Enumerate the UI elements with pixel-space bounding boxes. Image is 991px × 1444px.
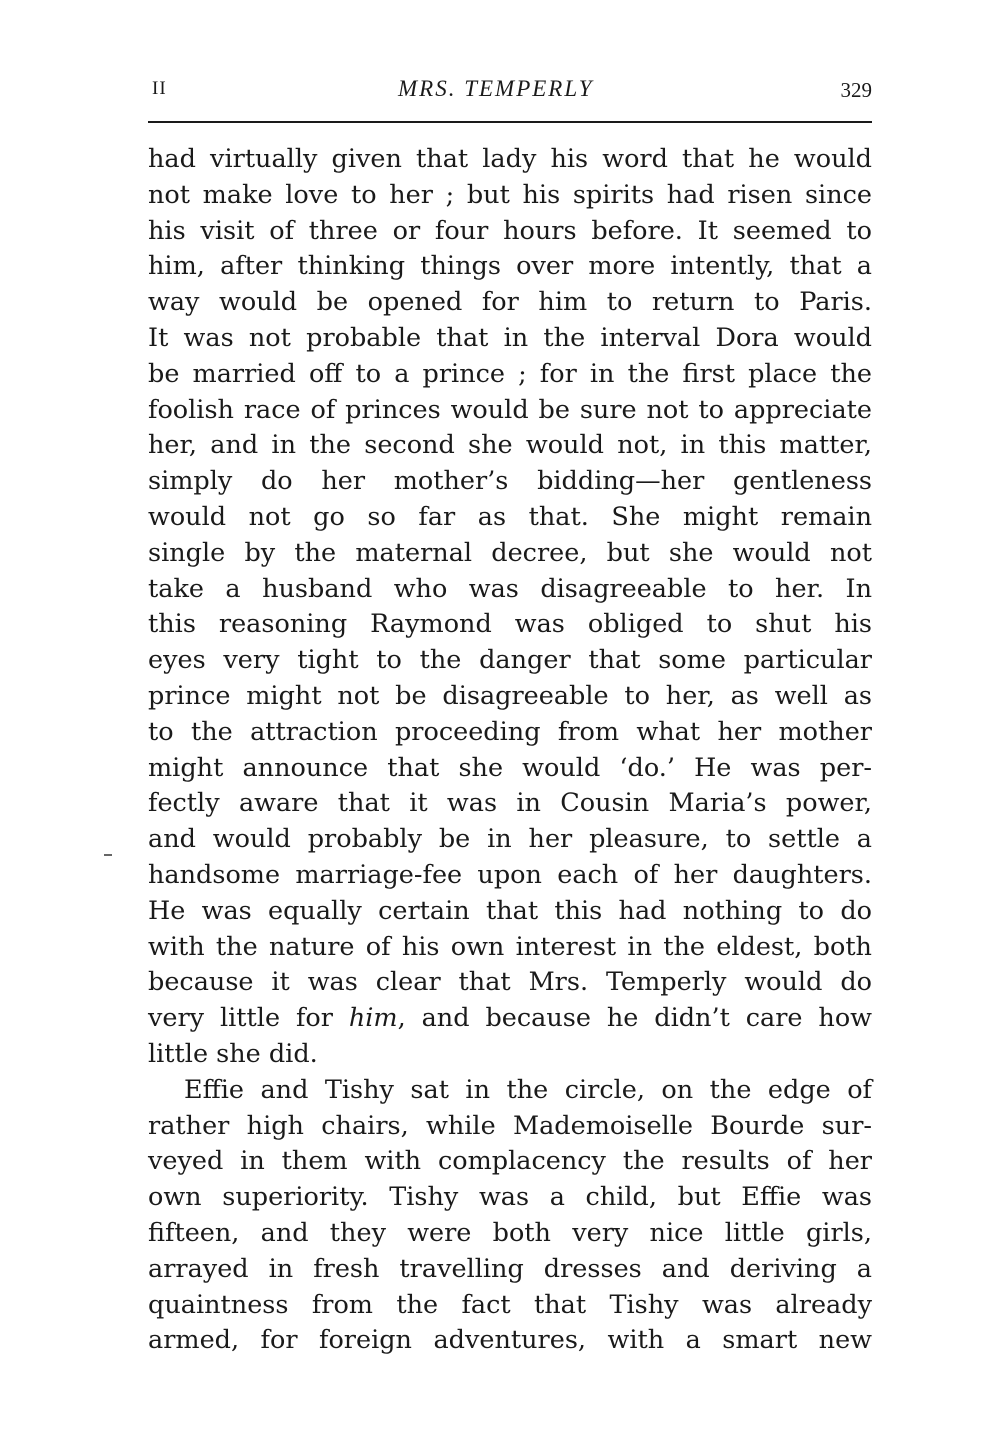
margin-mark [104,854,112,856]
text-line-with-italic [148,1001,872,1037]
running-head [148,76,872,110]
line-segment: very little for [148,1003,349,1034]
body-text [148,142,872,1359]
text-line: rather high chairs, while Mademoiselle Bourde sur- [148,1110,872,1141]
line-segment: , and because he didn’t care how [397,1003,872,1034]
text-line: way would be opened for him to return to Paris. [148,287,872,318]
chapter-number: II [152,78,167,99]
text-line: eyes very tight to the danger that some particular [148,645,872,676]
text-line: quaintness from the fact that Tishy was already [148,1289,872,1320]
text-line: single by the maternal decree, but she would not [148,537,872,568]
text-line: her, and in the second she would not, in this matter, [148,430,872,461]
text-line: to the attraction proceeding from what her mother [148,716,872,747]
running-title: MRS. TEMPERLY [398,76,594,101]
text-line: fectly aware that it was in Cousin Maria’s power, [148,788,872,819]
text-line: simply do her mother’s bidding—her gentleness [148,466,872,497]
text-line: be married off to a prince ; for in the first place the [148,358,872,389]
text-line: arrayed in fresh travelling dresses and deriving a [148,1253,872,1284]
text-line: not make love to her ; but his spirits had risen since [148,179,872,210]
text-line: this reasoning Raymond was obliged to shut his [148,609,872,640]
text-line: It was not probable that in the interval Dora would [148,322,872,353]
text-line: veyed in them with complacency the results of her [148,1146,872,1177]
text-line: prince might not be disagreeable to her, as well as [148,680,872,711]
text-line: had virtually given that lady his word that he would [148,144,872,174]
paragraph-last-line: little she did. [148,1038,318,1069]
text-line: would not go so far as that. She might remain [148,501,872,532]
text-line: fifteen, and they were both very nice little girls, [148,1217,872,1248]
paragraph-1 [148,142,872,1073]
page-number: 329 [840,78,872,102]
text-line: He was equally certain that this had nothing to do [148,895,872,926]
paragraph-2 [148,1073,872,1359]
text-line: and would probably be in her pleasure, to settle a [148,824,872,855]
paragraph-first-line: Effie and Tishy sat in the circle, on the edge of [184,1074,872,1105]
header-rule [148,121,872,123]
text-line: take a husband who was disagreeable to her. In [148,573,872,604]
text-line: handsome marriage-fee upon each of her daughters. [148,859,872,890]
text-line: his visit of three or four hours before. It seemed to [148,215,872,246]
text-line: might announce that she would ‘do.’ He was per- [148,752,872,783]
text-line: foolish race of princes would be sure not to appreciate [148,394,872,425]
text-line: with the nature of his own interest in the eldest, both [148,931,872,962]
text-line: armed, for foreign adventures, with a smart new [148,1325,872,1356]
italic-word: him [348,1003,398,1034]
text-line: because it was clear that Mrs. Temperly would do [148,967,872,998]
text-line: own superiority. Tishy was a child, but Effie was [148,1182,872,1213]
text-line: him, after thinking things over more intently, that a [148,251,872,282]
